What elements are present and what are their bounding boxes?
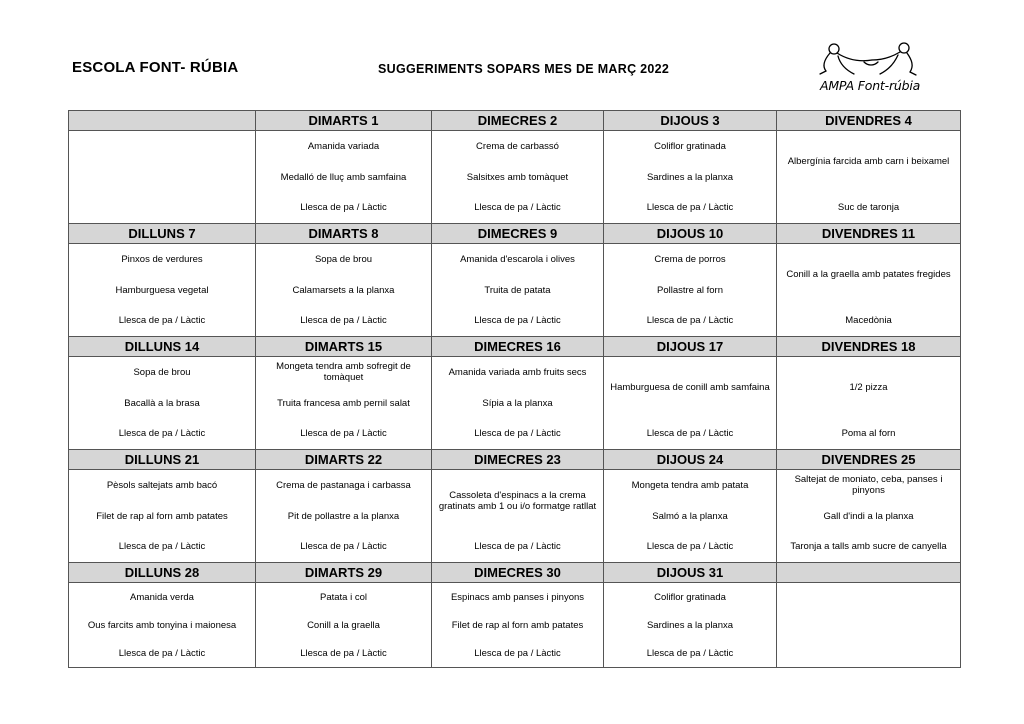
day-name: DIVENDRES 4 bbox=[825, 113, 912, 128]
logo-text: AMPA Font-rúbia bbox=[820, 78, 921, 93]
day-name: DIJOUS 17 bbox=[656, 339, 724, 354]
day-meals-cell bbox=[777, 583, 961, 668]
meal-item: Espinacs amb panses i pinyons bbox=[450, 591, 585, 603]
day-meals-cell bbox=[256, 357, 432, 450]
day-meals-cell bbox=[777, 357, 961, 450]
meal-item: Llesca de pa / Làctic bbox=[474, 202, 561, 214]
day-name: DIMARTS 1 bbox=[308, 113, 379, 128]
meal-item: Macedònia bbox=[845, 315, 892, 327]
meal-item: Llesca de pa / Làctic bbox=[474, 428, 561, 440]
meal-item: Llesca de pa / Làctic bbox=[646, 541, 734, 553]
day-meals-cell bbox=[69, 470, 256, 563]
day-name: DILLUNS 14 bbox=[124, 339, 200, 354]
day-name: DIMARTS 8 bbox=[308, 226, 379, 241]
day-header bbox=[256, 337, 432, 357]
day-name: DIMECRES 2 bbox=[477, 113, 558, 128]
day-name: DIMARTS 15 bbox=[304, 339, 383, 354]
meal-item: Salmó a la planxa bbox=[652, 510, 728, 522]
meal-item: Taronja a talls amb sucre de canyella bbox=[790, 541, 947, 553]
meal-item: Bacallà a la brasa bbox=[124, 397, 200, 409]
day-header bbox=[256, 563, 432, 583]
day-name: DIJOUS 3 bbox=[660, 113, 720, 128]
meal-item: Amanida variada amb fruits secs bbox=[448, 366, 587, 378]
meal-item: Truita de patata bbox=[484, 284, 551, 296]
meal-item: Llesca de pa / Làctic bbox=[646, 315, 734, 327]
day-header bbox=[432, 224, 604, 244]
week-meals-row bbox=[69, 470, 961, 563]
day-meals-cell bbox=[777, 131, 961, 224]
day-header bbox=[604, 224, 777, 244]
meal-item: Coliflor gratinada bbox=[654, 591, 726, 603]
day-name: DILLUNS 7 bbox=[128, 226, 196, 241]
meal-item: Crema de porros bbox=[654, 253, 726, 265]
ampa-logo bbox=[808, 38, 928, 100]
day-meals-cell bbox=[69, 131, 256, 224]
meal-item: Salsitxes amb tomàquet bbox=[466, 171, 569, 183]
day-meals-cell bbox=[256, 244, 432, 337]
day-header bbox=[604, 450, 777, 470]
day-header bbox=[69, 111, 256, 131]
day-header bbox=[777, 224, 961, 244]
day-header bbox=[432, 563, 604, 583]
day-header bbox=[432, 450, 604, 470]
meal-item: Coliflor gratinada bbox=[654, 140, 726, 152]
day-header bbox=[604, 111, 777, 131]
meal-item: Calamarsets a la planxa bbox=[292, 284, 395, 296]
day-header bbox=[256, 111, 432, 131]
day-meals-cell bbox=[432, 357, 604, 450]
day-name: DIVENDRES 18 bbox=[821, 339, 916, 354]
meal-item: Amanida variada bbox=[307, 140, 380, 152]
meal-item: Crema de pastanaga i carbassa bbox=[276, 479, 411, 491]
week-meals-row bbox=[69, 583, 961, 668]
day-name: DIMECRES 9 bbox=[477, 226, 558, 241]
meal-item: Filet de rap al forn amb patates bbox=[96, 510, 228, 522]
school-name: ESCOLA FONT- RÚBIA bbox=[72, 59, 239, 76]
day-header bbox=[69, 337, 256, 357]
meal-item: Llesca de pa / Làctic bbox=[474, 541, 561, 553]
day-meals-cell bbox=[432, 244, 604, 337]
week-header-row bbox=[69, 450, 961, 470]
day-name: DIJOUS 24 bbox=[656, 452, 724, 467]
meal-item: Llesca de pa / Làctic bbox=[646, 428, 734, 440]
meal-item: Gall d'indi a la planxa bbox=[823, 510, 914, 522]
day-name: DIMECRES 23 bbox=[474, 452, 561, 467]
week-meals-row bbox=[69, 131, 961, 224]
meal-item: Llesca de pa / Làctic bbox=[300, 202, 387, 214]
day-meals-cell bbox=[604, 244, 777, 337]
day-meals-cell bbox=[777, 470, 961, 563]
day-meals-cell bbox=[256, 583, 432, 668]
meal-item: Hamburguesa vegetal bbox=[115, 284, 209, 296]
meal-item: Sopa de brou bbox=[133, 366, 191, 378]
meal-item: Sardines a la planxa bbox=[646, 171, 734, 183]
day-header bbox=[69, 563, 256, 583]
day-name: DIMECRES 30 bbox=[474, 565, 561, 580]
day-meals-cell bbox=[604, 470, 777, 563]
meal-item: Sopa de brou bbox=[314, 253, 373, 265]
meal-item: Llesca de pa / Làctic bbox=[300, 541, 387, 553]
meal-item: Conill a la graella bbox=[307, 619, 380, 631]
meal-item: Patata i col bbox=[320, 591, 367, 603]
meal-item: Amanida d'escarola i olives bbox=[460, 253, 575, 265]
meal-item: Llesca de pa / Làctic bbox=[300, 647, 387, 659]
week-meals-row bbox=[69, 244, 961, 337]
meal-item: Pinxos de verdures bbox=[121, 253, 203, 265]
week-header-row bbox=[69, 563, 961, 583]
day-name: DILLUNS 21 bbox=[124, 452, 200, 467]
meal-item: Pollastre al forn bbox=[656, 284, 723, 296]
day-name: DIJOUS 10 bbox=[656, 226, 724, 241]
meal-item: Llesca de pa / Làctic bbox=[118, 647, 206, 659]
meal-item: Ous farcits amb tonyina i maionesa bbox=[87, 619, 237, 631]
day-header bbox=[256, 450, 432, 470]
day-meals-cell bbox=[432, 131, 604, 224]
meal-item: 1/2 pizza bbox=[849, 382, 888, 394]
meal-item: Llesca de pa / Làctic bbox=[646, 202, 734, 214]
day-meals-cell bbox=[256, 470, 432, 563]
meal-item: Mongeta tendra amb sofregit de tomàquet bbox=[276, 361, 411, 384]
meal-item: Llesca de pa / Làctic bbox=[300, 315, 387, 327]
meal-item: Llesca de pa / Làctic bbox=[474, 647, 561, 659]
week-meals-row bbox=[69, 357, 961, 450]
day-header bbox=[604, 563, 777, 583]
meal-item: Truita francesa amb pernil salat bbox=[277, 397, 410, 409]
day-name: DIVENDRES 25 bbox=[821, 452, 916, 467]
day-meals-cell bbox=[69, 357, 256, 450]
week-header-row bbox=[69, 224, 961, 244]
page-title: SUGGERIMENTS SOPARS MES DE MARÇ 2022 bbox=[378, 62, 670, 76]
day-header bbox=[432, 337, 604, 357]
meal-item: Llesca de pa / Làctic bbox=[300, 428, 387, 440]
day-header bbox=[604, 337, 777, 357]
meal-item: Albergínia farcida amb carn i beixamel bbox=[787, 156, 950, 168]
meal-item: Pèsols saltejats amb bacó bbox=[106, 479, 218, 491]
meal-item: Saltejat de moniato, ceba, panses i pinyons bbox=[794, 474, 943, 497]
day-meals-cell bbox=[604, 583, 777, 668]
meal-item: Llesca de pa / Làctic bbox=[118, 315, 206, 327]
meal-item: Crema de carbassó bbox=[476, 140, 559, 152]
menu-table bbox=[68, 110, 961, 668]
meal-item: Amanida verda bbox=[130, 591, 194, 603]
day-header bbox=[69, 450, 256, 470]
meal-item: Sípia a la planxa bbox=[482, 397, 553, 409]
week-header-row bbox=[69, 337, 961, 357]
week-header-row bbox=[69, 111, 961, 131]
day-header bbox=[69, 224, 256, 244]
day-meals-cell bbox=[777, 244, 961, 337]
day-meals-cell bbox=[69, 583, 256, 668]
day-meals-cell bbox=[432, 583, 604, 668]
day-name: DILLUNS 28 bbox=[124, 565, 200, 580]
day-meals-cell bbox=[256, 131, 432, 224]
day-header bbox=[777, 563, 961, 583]
day-meals-cell bbox=[604, 131, 777, 224]
meal-item: Llesca de pa / Làctic bbox=[646, 647, 734, 659]
day-meals-cell bbox=[432, 470, 604, 563]
day-name: DIVENDRES 11 bbox=[821, 226, 916, 241]
meal-item: Llesca de pa / Làctic bbox=[118, 541, 206, 553]
meal-item: Llesca de pa / Làctic bbox=[474, 315, 561, 327]
day-name: DIMECRES 16 bbox=[474, 339, 561, 354]
day-meals-cell bbox=[69, 244, 256, 337]
day-header bbox=[256, 224, 432, 244]
day-header bbox=[777, 450, 961, 470]
meal-item: Medalló de lluç amb samfaina bbox=[280, 171, 407, 183]
meal-item: Conill a la graella amb patates fregides bbox=[786, 269, 951, 281]
day-name: DIMARTS 22 bbox=[304, 452, 383, 467]
day-name: DIJOUS 31 bbox=[656, 565, 724, 580]
day-header bbox=[432, 111, 604, 131]
meal-item: Cassoleta d'espinacs a la crema gratinats amb 1 ou i/o formatge ratllat bbox=[438, 489, 597, 512]
meal-item: Sardines a la planxa bbox=[646, 619, 734, 631]
day-meals-cell bbox=[604, 357, 777, 450]
meal-item: Pit de pollastre a la planxa bbox=[287, 510, 400, 522]
meal-item: Suc de taronja bbox=[837, 202, 900, 214]
meal-item: Llesca de pa / Làctic bbox=[118, 428, 206, 440]
day-header bbox=[777, 111, 961, 131]
meal-item: Hamburguesa de conill amb samfaina bbox=[610, 382, 770, 394]
meal-item: Mongeta tendra amb patata bbox=[631, 479, 749, 491]
day-name: DIMARTS 29 bbox=[304, 565, 383, 580]
meal-item: Filet de rap al forn amb patates bbox=[451, 619, 584, 631]
dancing-figures-icon bbox=[808, 38, 928, 78]
meal-item: Poma al forn bbox=[841, 428, 896, 440]
day-header bbox=[777, 337, 961, 357]
